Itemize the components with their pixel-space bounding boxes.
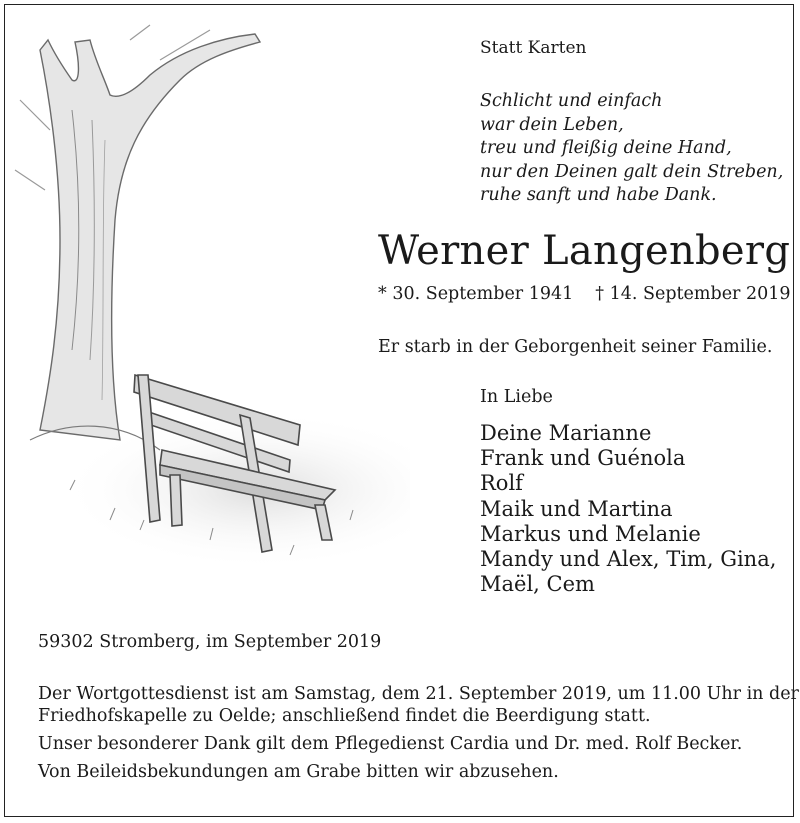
mourner-name: Mandy und Alex, Tim, Gina,	[480, 547, 777, 572]
poem-line: ruhe sanft und habe Dank.	[480, 185, 717, 205]
service-line: Der Wortgottesdienst ist am Samstag, dem 21. September 2019, um 11.00 Uhr in der	[38, 684, 799, 704]
mourner-name: Maël, Cem	[480, 572, 595, 597]
mourners-list	[480, 421, 776, 597]
thanks-note: Unser besonderer Dank gilt dem Pflegedienst Cardia und Dr. med. Rolf Becker.	[38, 734, 743, 754]
mourner-name: Rolf	[480, 471, 523, 496]
mourner-name: Maik und Martina	[480, 496, 673, 521]
condolence-note: Von Beileidsbekundungen am Grabe bitten wir abzusehen.	[38, 762, 559, 782]
mourner-name: Deine Marianne	[480, 421, 652, 445]
service-line: Friedhofskapelle zu Oelde; anschließend findet die Beerdigung statt.	[38, 706, 651, 726]
death-statement: Er starb in der Geborgenheit seiner Familie.	[378, 337, 773, 357]
mourner-name: Markus und Melanie	[480, 521, 701, 546]
poem-line: Schlicht und einfach	[480, 91, 663, 111]
statt-karten-text: Statt Karten	[480, 38, 587, 58]
poem-line: nur den Deinen galt dein Streben,	[480, 161, 784, 182]
poem-line: war dein Leben,	[480, 114, 624, 135]
life-dates	[378, 284, 791, 304]
death-date: † 14. September 2019	[595, 284, 791, 304]
birth-date: * 30. September 1941	[378, 284, 574, 304]
tree-bench-illustration	[10, 20, 410, 580]
in-liebe-text: In Liebe	[480, 387, 553, 407]
funeral-notes	[38, 683, 799, 789]
mourner-name: Frank und Guénola	[480, 446, 686, 471]
poem-line: treu und fleißig deine Hand,	[480, 138, 732, 158]
poem	[480, 90, 783, 208]
place-date: 59302 Stromberg, im September 2019	[38, 632, 382, 652]
service-info	[38, 683, 799, 727]
deceased-name: Werner Langenberg	[378, 228, 791, 274]
